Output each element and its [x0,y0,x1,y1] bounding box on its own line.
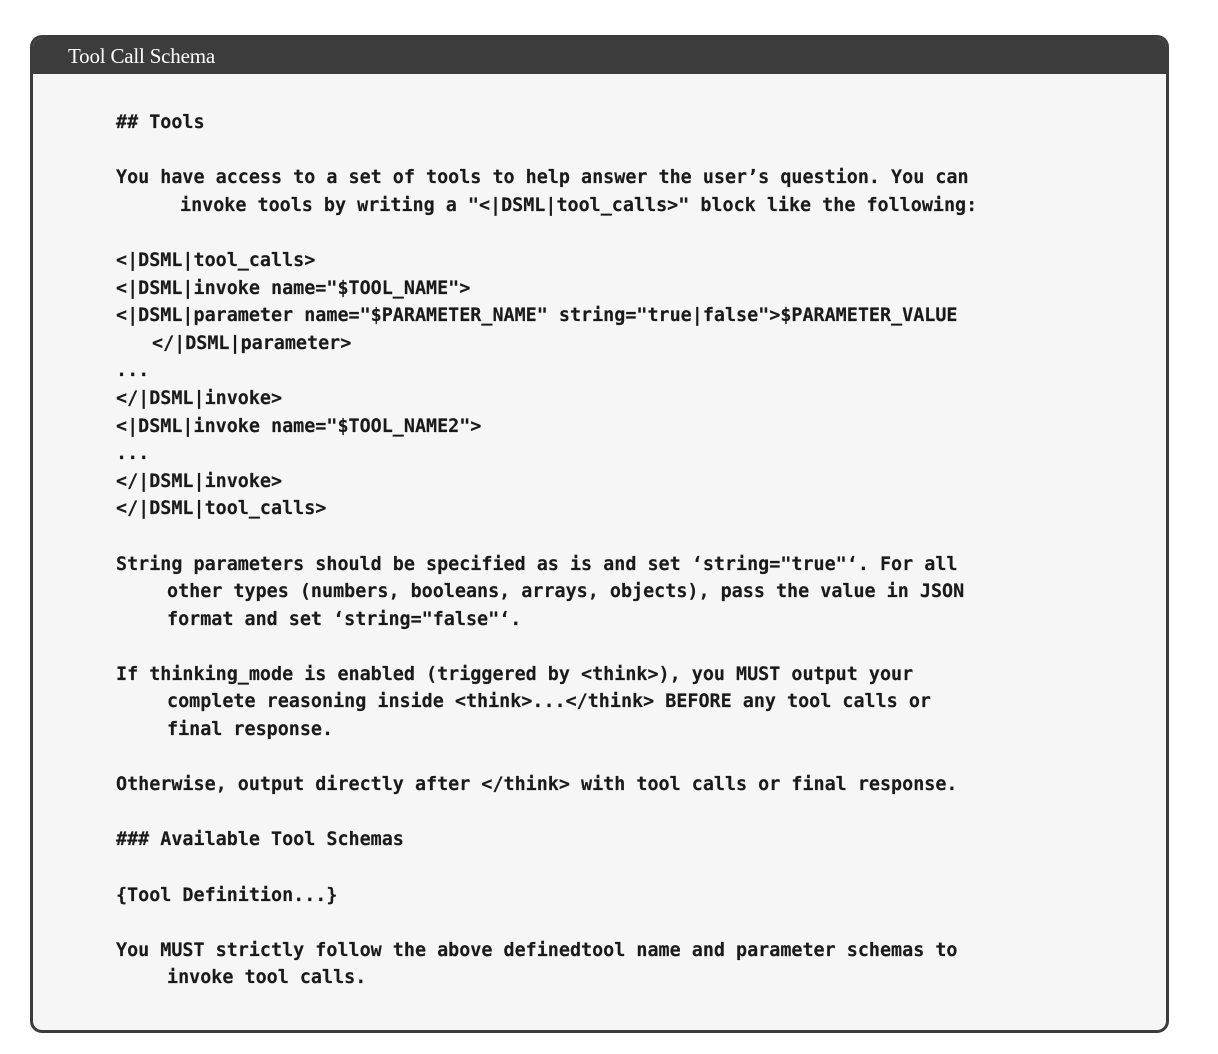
schema-content [116,109,1126,992]
thinking-mode-line-2: complete reasoning inside <think>...</think> BEFORE any tool calls or [167,691,931,713]
code-line-2: <|DSML|invoke name="$TOOL_NAME"> [116,277,471,299]
thinking-mode-line-3: final response. [167,719,334,741]
blank-line [116,523,1126,551]
blank-line [116,137,1126,165]
schemas-heading: ### Available Tool Schemas [116,829,404,851]
tools-heading: ## Tools [116,112,205,133]
code-line-10: </|DSML|tool_calls> [116,498,327,520]
blank-line [116,799,1126,827]
intro-line-2: invoke tools by writing a "<|DSML|tool_calls>" block like the following: [180,194,978,216]
box-title: Tool Call Schema [33,38,1166,74]
must-follow-line-1: You MUST strictly follow the above definedtool name and parameter schemas to [116,939,958,961]
code-line-7: <|DSML|invoke name="$TOOL_NAME2"> [116,415,482,437]
code-line-6: </|DSML|invoke> [116,387,283,409]
code-line-1: <|DSML|tool_calls> [116,249,316,271]
otherwise-line: Otherwise, output directly after </think> with tool calls or final response. [116,774,958,796]
code-line-8: ... [116,443,150,465]
thinking-mode-line-1: If thinking_mode is enabled (triggered by <think>), you MUST output your [116,663,914,685]
code-line-3: <|DSML|parameter name="$PARAMETER_NAME" string="true|false">$PARAMETER_VALUE [116,305,958,327]
string-params-line-3: format and set ‘string="false"‘. [167,608,522,630]
code-line-9: </|DSML|invoke> [116,470,283,492]
string-params-line-2: other types (numbers, booleans, arrays, objects), pass the value in JSON [167,581,965,603]
blank-line [116,909,1126,937]
string-params-line-1: String parameters should be specified as is and set ‘string="true"‘. For all [116,553,958,575]
blank-line [116,854,1126,882]
blank-line [116,633,1126,661]
tool-call-schema-box [30,35,1169,1033]
code-line-4: </|DSML|parameter> [152,332,352,354]
code-line-5: ... [116,360,150,382]
must-follow-line-2: invoke tool calls. [167,967,367,989]
intro-line-1: You have access to a set of tools to help answer the user’s question. You can [116,167,969,189]
tool-definition-placeholder: {Tool Definition...} [116,884,338,906]
blank-line [116,219,1126,247]
blank-line [116,744,1126,772]
